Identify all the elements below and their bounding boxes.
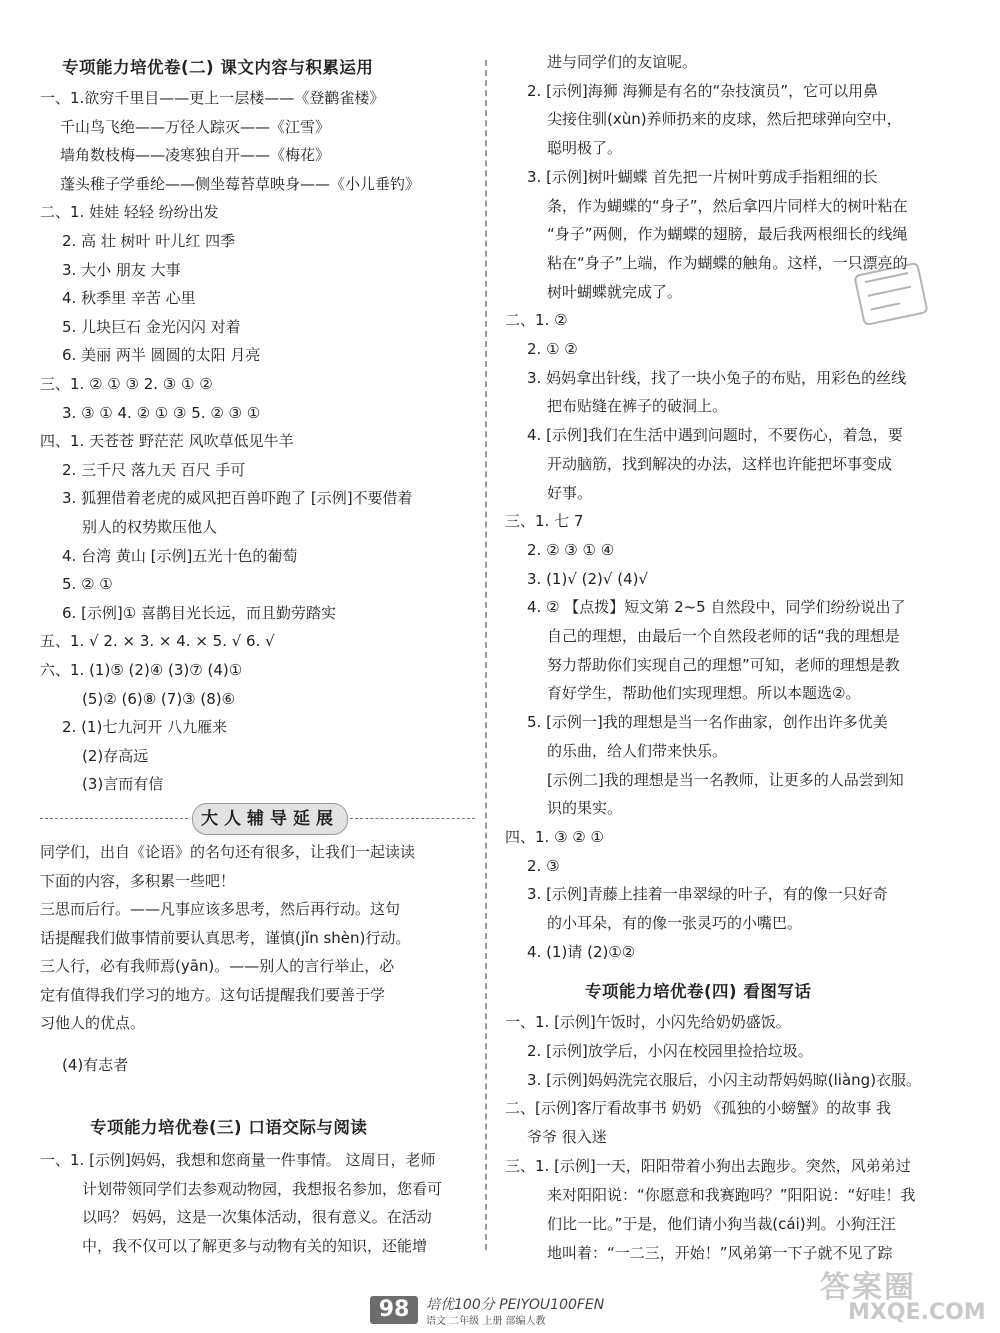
answer-line: 2. [示例]海狮 海狮是有名的“杂技演员”，它可以用鼻	[527, 81, 879, 100]
answer-line: 3. [示例]树叶蝴蝶 首先把一片树叶剪成手指粗细的长	[527, 167, 878, 186]
answer-line: 4. (1)请 (2)①②	[527, 942, 636, 961]
answer-line: 以吗？ 妈妈，这是一次集体活动，很有意义。在活动	[82, 1208, 432, 1226]
answer-line: 识的果实。	[547, 799, 623, 818]
watermark-logo: 答案圈	[820, 1270, 916, 1305]
brand-name: 培优100分 PEIYOU100FEN	[426, 1297, 605, 1313]
extension-text: 下面的内容，多积累一些吧！	[40, 871, 236, 890]
answer-line: 三、1. [示例]一天，阳阳带着小狗出去跑步。突然，风弟弟过	[505, 1157, 911, 1176]
answer-line: 的小耳朵，有的像一张灵巧的小嘴巴。	[547, 914, 803, 932]
answer-line: 2. 高 壮 树叶 叶儿红 四季	[62, 232, 236, 250]
extension-text: 习他人的优点。	[40, 1014, 146, 1032]
answer-line: 蓬头稚子学垂纶——侧坐莓苔草映身——《小儿垂钓》	[60, 174, 421, 193]
answer-line: 开动脑筋，找到解决的办法，这样也许能把坏事变成	[547, 454, 893, 473]
answer-line: [示例二]我的理想是当一名教师，让更多的人品尝到知	[547, 770, 904, 789]
extension-text: 同学们，出自《论语》的名句还有很多，让我们一起读读	[40, 843, 416, 861]
answer-line: 自己的理想，由最后一个自然段老师的话“我的理想是	[547, 627, 900, 645]
answer-line: 3. (1)√ (2)√ (4)√	[527, 569, 649, 588]
answer-line: 四、1. ③ ② ①	[505, 827, 604, 846]
extension-text: 三思而后行。——凡事应该多思考，然后再行动。这句	[40, 900, 401, 918]
answer-line: 聪明极了。	[547, 139, 623, 158]
answer-line: 2. (1)七九河开 八九雁来	[62, 718, 228, 737]
answer-line: 墙角数枝梅——凌寒独自开——《梅花》	[60, 146, 331, 165]
extension-text: 话提醒我们做事情前要认真思考，谨慎(jǐn shèn)行动。	[40, 928, 411, 947]
answer-line: 2. ③	[527, 856, 560, 875]
answer-line: 3. ③ ① 4. ② ① ③ 5. ② ③ ①	[62, 403, 261, 422]
footer-subtitle: 语文 二年级 上册 部编人教	[426, 1316, 546, 1327]
answer-line: 4. ② 【点拨】短文第 2~5 自然段中，同学们纷纷说出了	[527, 598, 906, 617]
answer-line: 一、1. [示例]妈妈，我想和您商量一件事情。 这周日，老师	[40, 1151, 436, 1169]
answer-line: 树叶蝴蝶就完成了。	[547, 282, 683, 301]
answer-line: 6. 美丽 两半 圆圆的太阳 月亮	[62, 346, 261, 365]
answer-line: 2. ① ②	[527, 340, 578, 358]
answer-line: 二、[示例]客厅看故事书 奶奶 《孤独的小螃蟹》的故事 我	[505, 1099, 892, 1118]
banner-label: 大人辅导延展	[192, 803, 348, 835]
answer-line: 一、1. [示例]午饭时，小闪先给奶奶盛饭。	[505, 1013, 791, 1031]
answer-line: 二、1. 娃娃 轻轻 纷纷出发	[40, 203, 219, 222]
extension-text: 定有值得我们学习的地方。这句话提醒我们要善于学	[40, 985, 386, 1004]
answer-line: 尖接住驯(xùn)养师扔来的皮球，然后把球弹向空中，	[547, 110, 902, 129]
answer-line: 4. [示例]我们在生活中遇到问题时，不要伤心，着急，要	[527, 426, 903, 445]
page-number: 98	[370, 1296, 418, 1324]
answer-line: 3. 大小 朋友 大事	[62, 260, 181, 279]
answer-line: 粘在“身子”上端，作为蝴蝶的触角。这样，一只漂亮的	[547, 253, 908, 272]
answer-line: 2. [示例]放学后，小闪在校园里捡拾垃圾。	[527, 1041, 813, 1060]
answer-line: 四、1. 天苍苍 野茫茫 风吹草低见牛羊	[40, 432, 294, 451]
answer-line: 条，作为蝴蝶的“身子”，然后拿四片同样大的树叶粘在	[547, 196, 908, 215]
answer-line: “身子”两侧，作为蝴蝶的翅膀，最后我两根细长的线绳	[547, 225, 908, 244]
answer-line: 2. ② ③ ① ④	[527, 540, 615, 559]
answer-line: 千山鸟飞绝——万径人踪灭——《江雪》	[60, 117, 331, 136]
answer-line: 五、1. √ 2. × 3. × 4. × 5. √ 6. √	[40, 632, 275, 651]
answer-line: 把布贴缝在裤子的破洞上。	[547, 397, 728, 416]
answer-line: 育好学生，帮助他们实现理想。所以本题选②。	[547, 684, 861, 703]
answer-line: 努力帮助你们实现自己的理想”可知，老师的理想是教	[547, 655, 900, 674]
watermark-url: MXQE.COM	[848, 1300, 986, 1325]
answer-line: 3. 妈妈拿出针线，找了一块小兔子的布贴，用彩色的丝线	[527, 368, 907, 387]
answer-line: (5)② (6)⑧ (7)③ (8)⑥	[82, 689, 236, 708]
answer-line: 三、1. ② ① ③ 2. ③ ① ②	[40, 375, 213, 393]
section-title: 专项能力培优卷(二) 课文内容与积累运用	[62, 58, 374, 77]
answer-line: 5. ② ①	[62, 575, 113, 594]
answer-line: 一、1.欲穷千里目——更上一层楼——《登鹳雀楼》	[40, 89, 385, 107]
answer-line: 5. [示例一]我的理想是当一名作曲家，创作出许多优美	[527, 713, 888, 732]
column-divider	[485, 60, 487, 1250]
answer-line: 三、1. 七 7	[505, 512, 584, 531]
answer-line: 中，我不仅可以了解更多与动物有关的知识，还能增	[82, 1236, 428, 1255]
answer-line: 别人的权势欺压他人	[82, 518, 218, 536]
section-title: 专项能力培优卷(四) 看图写话	[585, 982, 812, 1001]
answer-line: 2. 三千尺 落九天 百尺 手可	[62, 460, 246, 479]
answer-line: 3. [示例]青藤上挂着一串翠绿的叶子，有的像一只好奇	[527, 885, 888, 904]
answer-line: 好事。	[547, 483, 593, 502]
section-title: 专项能力培优卷(三) 口语交际与阅读	[90, 1118, 368, 1137]
answer-line: 3. 狐狸借着老虎的威风把百兽吓跑了 [示例]不要借着	[62, 489, 413, 508]
answer-line: 地叫着：“一二三，开始！”风弟第一下子就不见了踪	[547, 1243, 893, 1262]
answer-line: (2)存高远	[82, 746, 149, 765]
answer-line: 进与同学们的友谊呢。	[547, 53, 698, 71]
answer-line: 4. 台湾 黄山 [示例]五光十色的葡萄	[62, 546, 298, 565]
answer-line: (4)有志者	[62, 1056, 129, 1074]
answer-line: 计划带领同学们去参观动物园，我想报名参加，您看可	[82, 1179, 443, 1198]
answer-line: 3. [示例]妈妈洗完衣服后，小闪主动帮妈妈晾(liàng)衣服。	[527, 1070, 922, 1089]
page-footer	[370, 1296, 750, 1326]
answer-line: 二、1. ②	[505, 311, 568, 330]
answer-line: 六、1. (1)⑤ (2)④ (3)⑦ (4)①	[40, 661, 243, 679]
answer-line: 4. 秋季里 辛苦 心里	[62, 289, 196, 308]
answer-line: 爷爷 很入迷	[527, 1128, 607, 1147]
answer-line: 来对阳阳说：“你愿意和我赛跑吗？”阳阳说：“好哇！我	[547, 1186, 916, 1204]
answer-line: 5. 儿块巨石 金光闪闪 对着	[62, 317, 241, 336]
extension-text: 三人行，必有我师焉(yān)。——别人的言行举止，必	[40, 957, 395, 975]
answer-line: 的乐曲，给人们带来快乐。	[547, 741, 728, 760]
answer-line: (3)言而有信	[82, 775, 164, 794]
answer-line: 6. [示例]① 喜鹊目光长远，而且勤劳踏实	[62, 603, 337, 622]
answer-line: 们比一比。”于是，他们请小狗当裁(cái)判。小狗汪汪	[547, 1214, 896, 1233]
extension-banner	[40, 803, 475, 833]
